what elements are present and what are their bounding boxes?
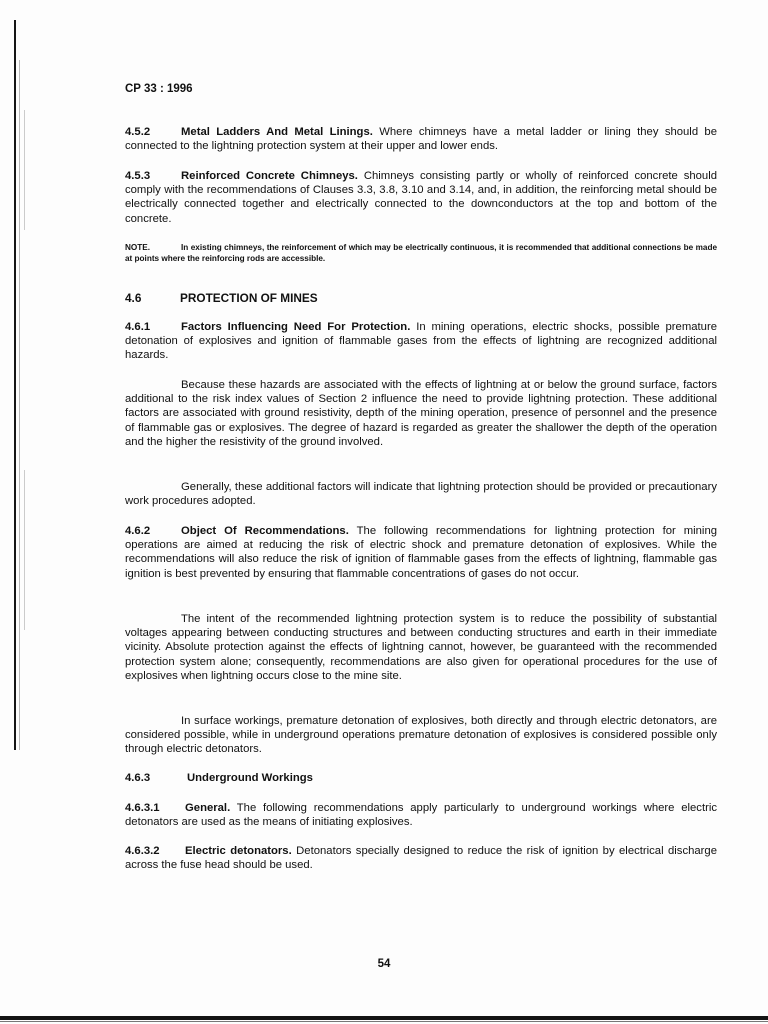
scan-edge-line-faint — [19, 60, 20, 750]
clause-note — [125, 242, 717, 264]
clause-text: Where chimneys have a metal ladder or lining they should be connected to the lightning protection system at their upper and lower ends. — [125, 126, 718, 153]
clause-text: In mining operations, electric shocks, possible premature detonation of explosives and ignition of flammable gases from the effects of lightning are recognized additional hazards. — [125, 321, 717, 362]
clause-number: 4.6.2 — [125, 525, 151, 537]
clause-title: Object Of Recommendations. — [181, 525, 349, 537]
clause-text: Detonators specially designed to reduce the risk of ignition by electrical discharge across the fuse head should be used. — [125, 845, 717, 872]
paragraph: Generally, these additional factors will indicate that lightning protection should be provided or precautionary work procedures adopted. — [125, 481, 717, 508]
clause-title: Electric detonators. — [185, 845, 292, 857]
scan-bottom-edge-faint — [0, 1021, 768, 1022]
clause-4-6-2 — [125, 524, 717, 581]
clause-text: Chimneys consisting partly or wholly of reinforced concrete should comply with the recommendations of Clauses 3.3, 3.8, 3.10 and 3.14, and, in addition, the reinforcing metal should be electrically connected together and electrically connected to the downconductors at the top and bottom of the concrete. — [125, 170, 717, 225]
clause-4-6-3-2 — [125, 844, 717, 872]
clause-number: 4.5.2 — [125, 126, 151, 138]
scan-edge-line — [14, 20, 16, 750]
section-number: 4.6.3 — [125, 772, 151, 784]
page-number: 54 — [377, 958, 391, 970]
section-heading-4-6 — [125, 291, 717, 305]
clause-title: General. — [185, 802, 231, 814]
clause-4-5-2 — [125, 125, 717, 153]
clause-title: Metal Ladders And Metal Linings. — [181, 126, 373, 138]
note-text: In existing chimneys, the reinforcement of which may be electrically continuous, it is recommended that additional connections be made at points where the reinforcing rods are accessible. — [125, 243, 717, 263]
paragraph: The intent of the recommended lightning protection system is to reduce the possibility of substantial voltages appearing between conducting structures and between conducting structures and earth in their immediate vicinity. Absolute protection against the effects of lightning cannot, however, be guaranteed with the recommended protection system alone; consequently, recommendations are also given for operational procedures for the use of explosives when lightning occurs close to the mine site. — [125, 613, 717, 682]
note-label: NOTE. — [125, 243, 151, 252]
scan-edge-mark — [24, 470, 25, 630]
scan-bottom-edge — [0, 1016, 768, 1020]
scan-edge-mark — [24, 110, 25, 230]
section-title: Underground Workings — [187, 772, 313, 784]
clause-text: The following recommendations apply particularly to underground workings where electric detonators are used as the means of initiating explosives. — [125, 802, 717, 829]
clause-title: Reinforced Concrete Chimneys. — [181, 170, 358, 182]
section-title: PROTECTION OF MINES — [180, 291, 318, 305]
paragraph: Because these hazards are associated with the effects of lightning at or below the ground surface, factors additional to the risk index values of Section 2 influence the need to provide lightning protection. These additional factors are associated with ground resistivity, depth of the mining operation, presence of personnel and the presence of flammable gas or explosives. The degree of hazard is regarded as greater the shallower the depth of the operation and the higher the resistivity of the ground involved. — [125, 379, 717, 448]
clause-number: 4.6.3.1 — [125, 802, 160, 814]
section-heading-4-6-3 — [125, 771, 717, 785]
clause-title: Factors Influencing Need For Protection. — [181, 321, 411, 333]
clause-number: 4.5.3 — [125, 170, 151, 182]
clause-number: 4.6.1 — [125, 321, 151, 333]
clause-4-5-3 — [125, 169, 717, 226]
clause-number: 4.6.3.2 — [125, 845, 160, 857]
clause-4-6-3-1 — [125, 801, 717, 829]
clause-4-6-1 — [125, 320, 717, 363]
section-number: 4.6 — [125, 291, 142, 305]
standard-reference: CP 33 : 1996 — [125, 83, 193, 95]
paragraph: In surface workings, premature detonation of explosives, both directly and through electric detonators, are considered possible, while in underground operations premature detonation of explosives is considered possible only through electric detonators. — [125, 715, 717, 756]
clause-text: The following recommendations for lightning protection for mining operations are aimed at reducing the risk of electric shock and premature detonation of explosives. While the recommendations will also reduce the risk of ignition of flammable gases from the effects of lightning, flammable gas ignition is best prevented by ensuring that flammable concentrations of gases do not occur. — [125, 525, 718, 580]
